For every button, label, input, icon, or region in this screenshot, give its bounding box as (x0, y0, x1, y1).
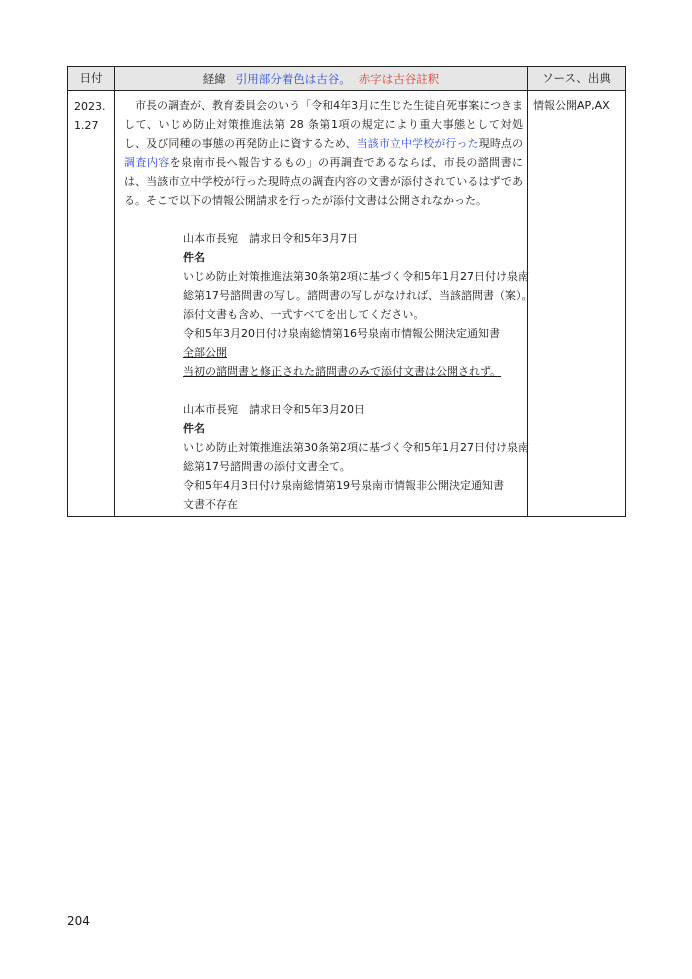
page-number: 204 (67, 914, 90, 928)
request-2-decision: 令和5年4月3日付け泉南総情第19号泉南市情報非公開決定通知書 (183, 479, 504, 492)
body-paragraph (124, 96, 523, 210)
table-row (68, 91, 626, 517)
request-2-subject-label: 件名 (183, 422, 205, 435)
row-body (115, 91, 533, 517)
para-quote-1: 当該市立中学校が行った (356, 137, 479, 150)
request-1-header: 山本市長宛 請求日令和5年3月7日 (183, 232, 358, 245)
request-1-subject-label: 件名 (183, 251, 205, 264)
row-date (68, 91, 115, 517)
table-header-row (68, 67, 626, 91)
header-note-blue: 引用部分着色は古谷。 (235, 71, 351, 86)
para-quote-2: 調査内容 (124, 156, 170, 169)
header-source: ソース、出典 (528, 67, 626, 91)
header-date: 日付 (68, 67, 115, 91)
para-text-3: を泉南市長へ報告するもの」の再調査であるならば、市長の諮問書には、当該市立中学校が行った現時点の調査内容の文書が添付されているはずである。そこで以下の情報公開請求を行ったが添付文書は公開されなかった。 (124, 156, 524, 207)
date-line-2: 1.27 (74, 119, 99, 132)
para-text-1: 市長の調査が、教育委員会のいう「令和4年3月に生じた生徒自死事案につきまして、いじめ防止対策推進法第 28 条第1項の規定により重大事態として対処し、及び同種の事態の再発防止に資するため、 (124, 99, 523, 150)
request-1-subject-line-1: いじめ防止対策推進法第30条第2項に基づく令和5年1月27日付け泉南 (183, 270, 529, 283)
request-2-result: 文書不存在 (183, 498, 238, 511)
request-1 (183, 229, 533, 381)
header-main (115, 67, 528, 91)
request-2-subject-line-2: 総第17号諮問書の添付文書全て。 (183, 460, 351, 473)
request-2-header: 山本市長宛 請求日令和5年3月20日 (183, 403, 365, 416)
request-1-subject-line-3: 添付文書も含め、一式すべてを出してください。 (183, 308, 425, 321)
request-2 (183, 400, 529, 514)
chronology-table (67, 66, 626, 517)
request-2-subject-line-1: いじめ防止対策推進法第30条第2項に基づく令和5年1月27日付け泉南 (183, 441, 529, 454)
request-1-remark: 当初の諮問書と修正された諮問書のみで添付文書は公開されず。 (183, 365, 502, 378)
request-1-subject-line-2: 総第17号諮問書の写し。諮問書の写しがなければ、当該諮問書（案）。 (183, 289, 533, 302)
header-note-red: 赤字は古谷註釈 (358, 71, 440, 86)
date-line-1: 2023. (74, 100, 106, 113)
row-source: 情報公開AP,AX (528, 91, 626, 517)
para-text-2: 現時点の (478, 137, 524, 150)
header-main-label: 経緯 (202, 71, 226, 86)
request-1-result: 全部公開 (183, 346, 227, 359)
request-1-decision: 令和5年3月20日付け泉南総情第16号泉南市情報公開決定通知書 (183, 327, 500, 340)
